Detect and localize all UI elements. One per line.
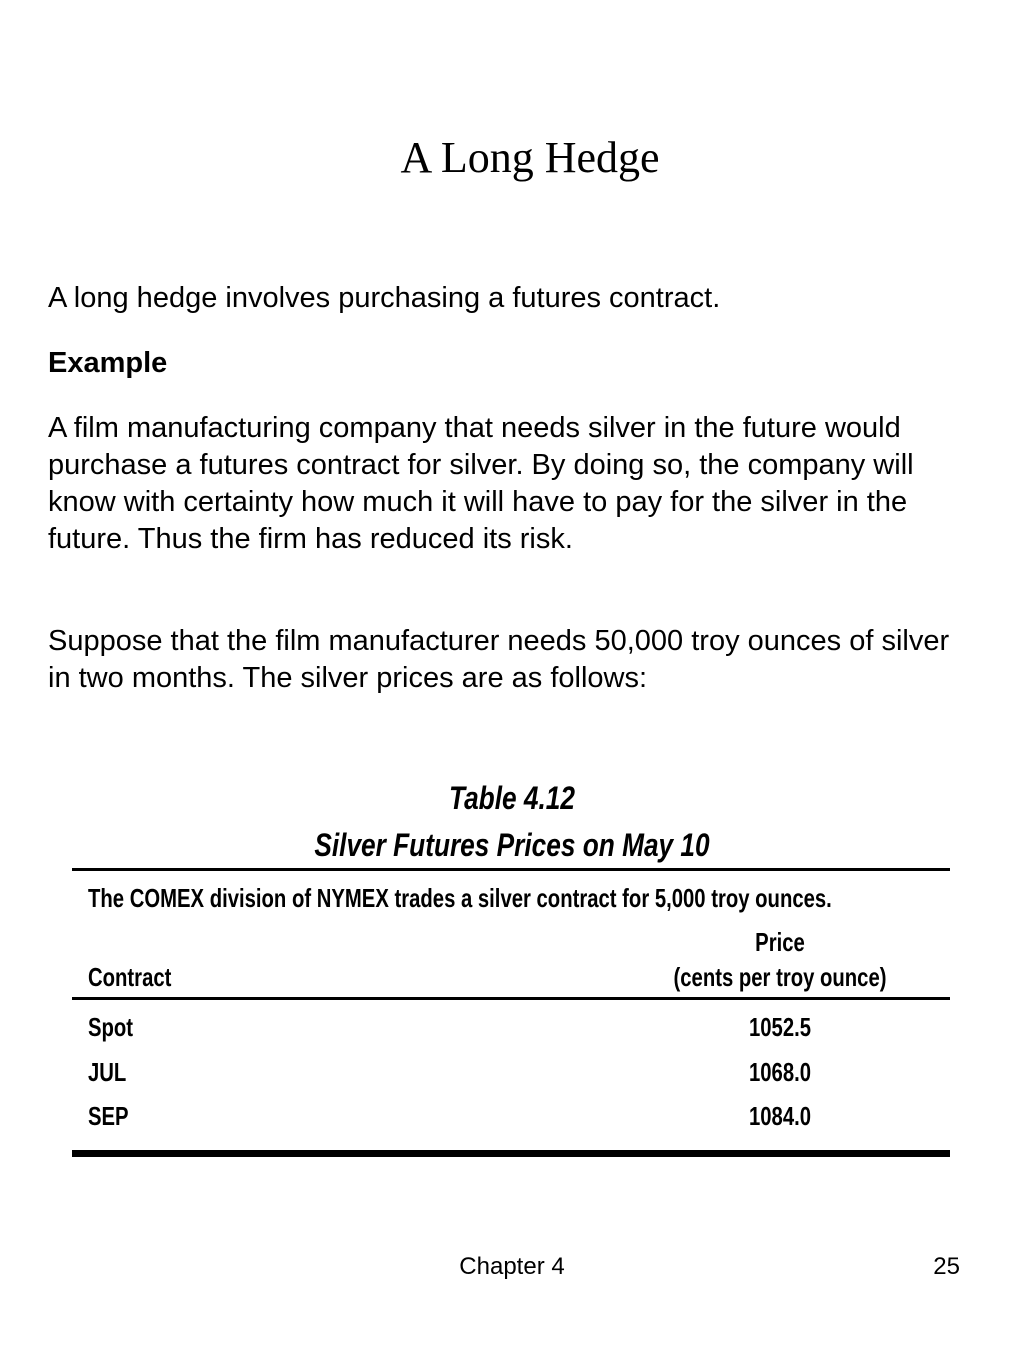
header-contract: Contract — [88, 962, 172, 992]
footer-chapter: Chapter 4 — [459, 1253, 565, 1280]
row-contract: JUL — [88, 1057, 127, 1087]
header-price-unit: (cents per troy ounce) — [673, 962, 887, 992]
suppose-paragraph: Suppose that the film manufacturer needs 50,000 troy ounces of silver in two months. The silver prices are as follows: — [48, 625, 950, 694]
table-title: Silver Futures Prices on May 10 — [314, 827, 710, 863]
table-bottom-rule — [72, 1150, 950, 1157]
table-note: The COMEX division of NYMEX trades a silver contract for 5,000 troy ounces. — [88, 883, 832, 913]
example-heading: Example — [48, 347, 168, 379]
row-contract: Spot — [88, 1012, 134, 1042]
page-number: 25 — [933, 1253, 960, 1280]
intro-paragraph: A long hedge involves purchasing a futures contract. — [48, 282, 721, 314]
slide-title: A Long Hedge — [400, 133, 660, 182]
table-header-rule — [72, 997, 950, 1000]
row-price: 1084.0 — [748, 1101, 812, 1131]
row-price: 1068.0 — [748, 1057, 812, 1087]
film-company-paragraph: A film manufacturing company that needs silver in the future would purchase a futures contract for silver. By doing so, the company will know with certainty how much it will have to pay for the silver in the future. Thus the firm has reduced its risk. — [48, 412, 914, 555]
header-price: Price — [755, 927, 805, 957]
table-top-rule — [72, 868, 950, 871]
row-price: 1052.5 — [748, 1012, 812, 1042]
table-number: Table 4.12 — [449, 780, 575, 816]
row-contract: SEP — [88, 1101, 129, 1131]
